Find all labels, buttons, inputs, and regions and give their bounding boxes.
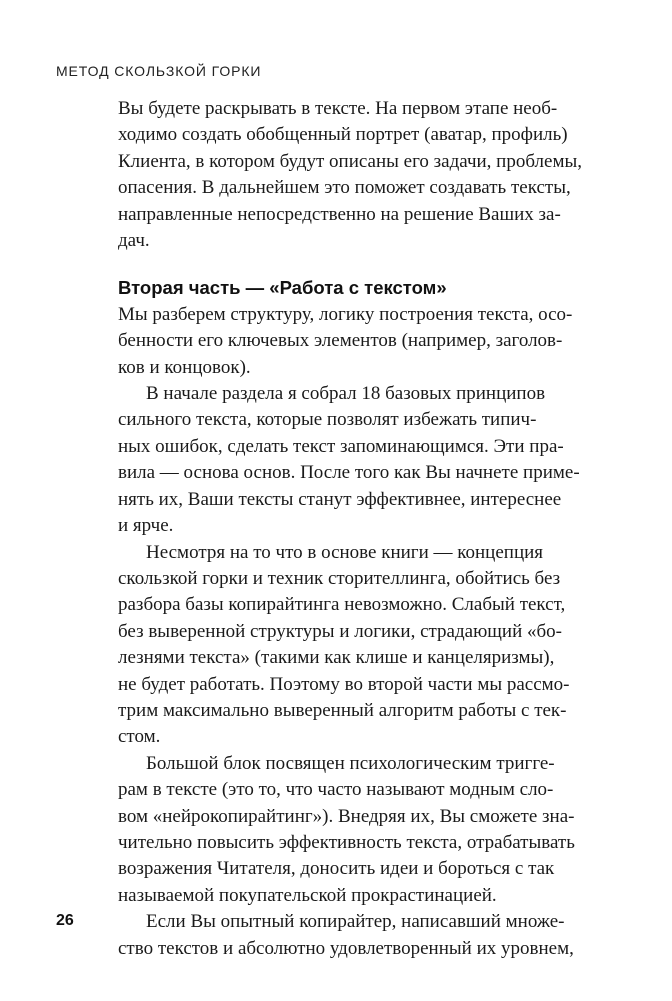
text-line: Большой блок посвящен психологическим тригге- xyxy=(146,752,555,774)
paragraph-2 xyxy=(118,302,578,381)
text-line: бенности его ключевых элементов (например, заголов- xyxy=(118,330,563,352)
text-line: называемой покупательской прокрастинацией. xyxy=(118,884,497,906)
page-number: 26 xyxy=(56,912,74,929)
section-heading: Вторая часть — «Работа с текстом» xyxy=(118,277,447,299)
text-line: направленные непосредственно на решение Ваших за- xyxy=(118,203,561,225)
text-line: чительно повысить эффективность текста, отрабатывать xyxy=(118,831,575,853)
running-head: МЕТОД СКОЛЬЗКОЙ ГОРКИ xyxy=(56,63,262,79)
body-text xyxy=(118,96,582,962)
paragraph-3 xyxy=(118,381,578,539)
text-line: скользкой горки и техник сторителлинга, обойтись без xyxy=(118,567,561,589)
text-line: ков и концовок). xyxy=(118,356,251,378)
text-line: В начале раздела я собрал 18 базовых принципов xyxy=(146,383,546,405)
text-line: Несмотря на то что в основе книги — концепция xyxy=(146,541,544,563)
paragraph-1 xyxy=(118,96,582,254)
text-line: дач. xyxy=(118,230,150,252)
text-line: не будет работать. Поэтому во второй части мы рассмо- xyxy=(118,673,570,695)
text-line: сильного текста, которые позволят избежать типич- xyxy=(118,409,537,431)
text-line: ство текстов и абсолютно удовлетворенный их уровнем, xyxy=(118,937,574,959)
paragraph-6 xyxy=(118,909,578,962)
text-line: лезнями текста» (такими как клише и канцеляризмы), xyxy=(118,647,555,669)
text-line: нять их, Ваши тексты станут эффективнее, интереснее xyxy=(118,488,562,510)
text-line: Мы разберем структуру, логику построения текста, осо- xyxy=(118,303,573,325)
text-line: трим максимально выверенный алгоритм работы с тек- xyxy=(118,699,567,721)
text-line: и ярче. xyxy=(118,515,174,537)
text-line: Вы будете раскрывать в тексте. На первом этапе необ- xyxy=(118,98,558,119)
text-line: без выверенной структуры и логики, страдающий «бо- xyxy=(118,620,562,642)
text-line: возражения Читателя, доносить идеи и бороться с так xyxy=(118,858,555,880)
text-line: вила — основа основ. После того как Вы начнете приме- xyxy=(118,462,580,484)
text-line: стом. xyxy=(118,726,161,748)
paragraph-4 xyxy=(118,540,578,751)
text-line: рам в тексте (это то, что часто называют модным сло- xyxy=(118,779,554,801)
text-line: вом «нейрокопирайтинг»). Внедряя их, Вы сможете зна- xyxy=(118,805,575,827)
text-line: ных ошибок, сделать текст запоминающимся. Эти пра- xyxy=(118,435,564,457)
text-line: опасения. В дальнейшем это поможет создавать тексты, xyxy=(118,177,571,199)
text-line: Клиента, в котором будут описаны его задачи, проблемы, xyxy=(118,150,582,172)
paragraph-5 xyxy=(118,751,578,909)
text-line: разбора базы копирайтинга невозможно. Слабый текст, xyxy=(118,594,566,616)
text-line: ходимо создать обобщенный портрет (аватар, профиль) xyxy=(118,124,568,146)
text-line: Если Вы опытный копирайтер, написавший множе- xyxy=(146,911,565,933)
